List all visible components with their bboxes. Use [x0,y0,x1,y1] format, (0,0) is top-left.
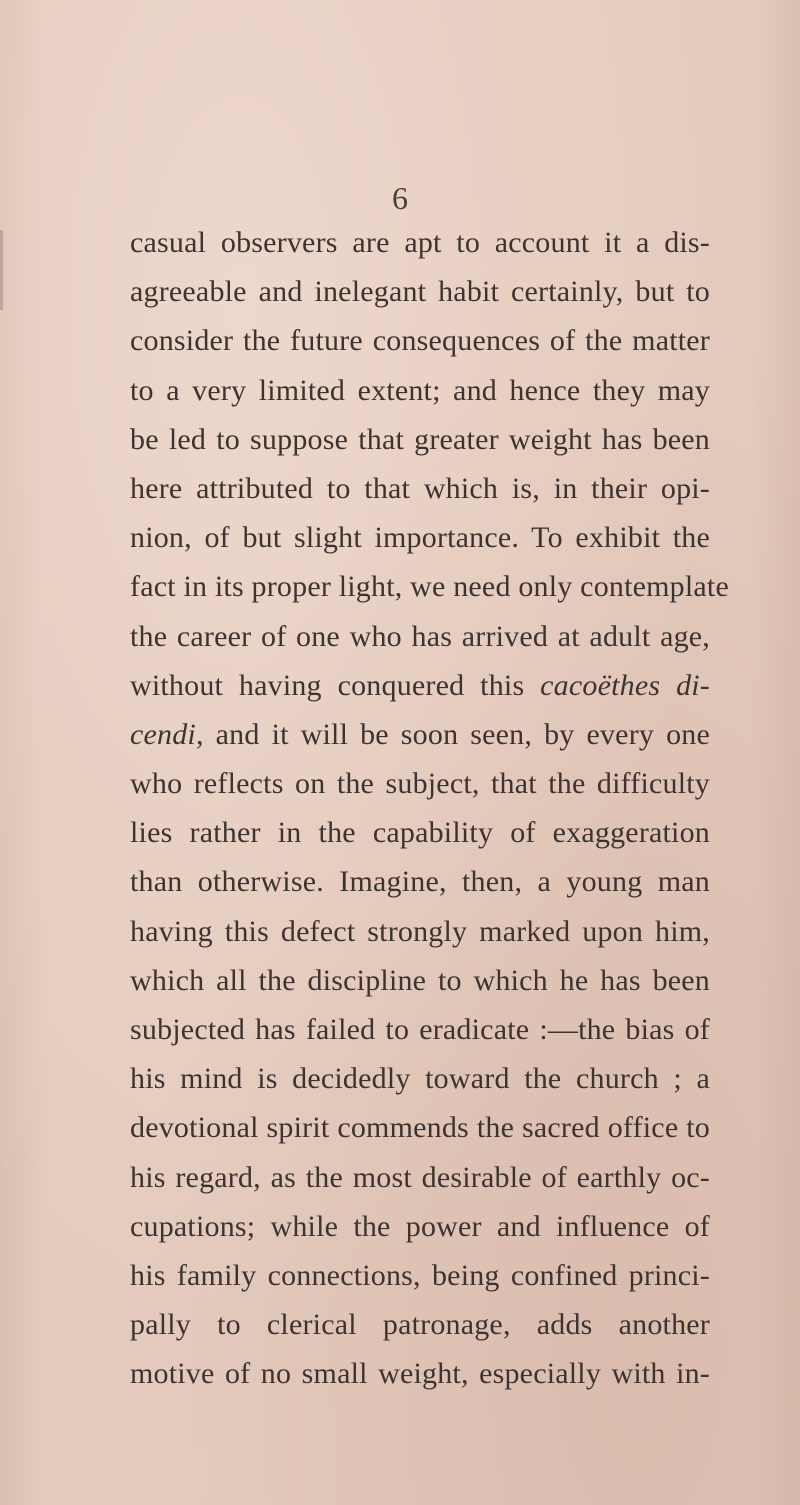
text-line: casual observers are apt to account it a dis- [130,226,710,259]
text-line: which all the discipline to which he has been [130,963,710,997]
text-line: be led to suppose that greater weight has been [130,422,710,456]
text-line: his family connections, being confined princi- [130,1258,710,1292]
text-line: having this defect strongly marked upon him, [130,914,710,948]
text-line: his mind is decidedly toward the church ; a [130,1062,710,1096]
text-line: cupations; while the power and influence of [130,1209,710,1243]
body-text [130,218,729,1399]
text-line: than otherwise. Imagine, then, a young man [130,865,710,899]
latin-phrase: cacoëthes di- [540,668,710,702]
text-line: subjected has failed to eradicate :—the bias of [130,1013,710,1046]
text-line: consider the future consequences of the matter [130,324,710,358]
text-line: cendi, and it will be soon seen, by every one [130,717,710,751]
text-line: the career of one who has arrived at adult age, [130,619,710,653]
text-line: who reflects on the subject, that the difficulty [130,767,710,801]
text-line: his regard, as the most desirable of earthly oc- [130,1160,710,1194]
text-line: pally to clerical patronage, adds another [130,1308,710,1342]
page-edge-mark [0,230,3,310]
text-line: lies rather in the capability of exaggeration [130,816,710,850]
text-line: agreeable and inelegant habit certainly, but to [130,275,710,309]
latin-phrase: cendi [130,717,196,751]
text-line: fact in its proper light, we need only contemplate [130,570,729,604]
text-line: without having conquered this cacoëthes di- [130,668,710,702]
page-number: 6 [392,180,408,216]
text-line: devotional spirit commends the sacred office to [130,1111,710,1145]
text-line: nion, of but slight importance. To exhibit the [130,521,710,555]
text-line: motive of no small weight, especially with in- [130,1357,710,1391]
text-line: to a very limited extent; and hence they may [130,373,710,407]
text-line: here attributed to that which is, in their opi- [130,471,710,505]
